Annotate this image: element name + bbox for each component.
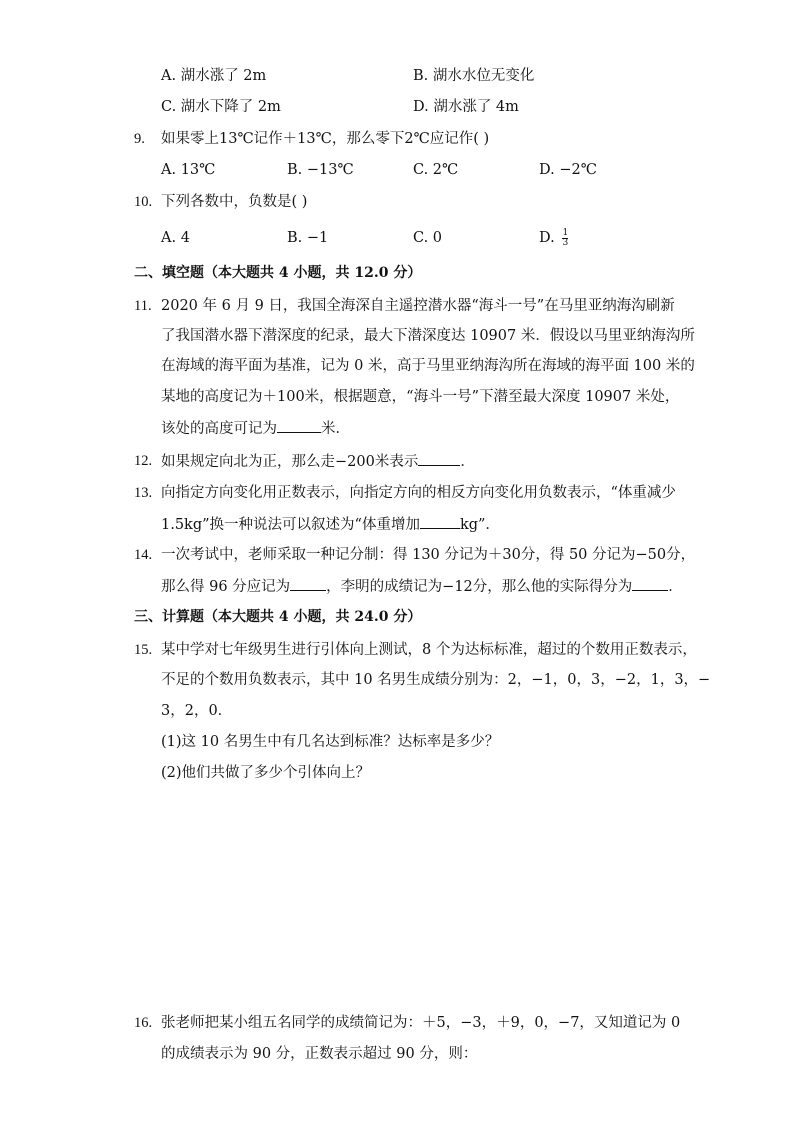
fraction <box>562 229 568 248</box>
answer-blank[interactable] <box>290 576 326 591</box>
line-text: 该处的高度可记为 <box>161 421 277 437</box>
question-number: 13. <box>134 485 153 501</box>
question-number: 9. <box>134 131 145 147</box>
answer-blank[interactable] <box>420 514 460 529</box>
fraction-numerator: 1 <box>562 227 569 238</box>
question-line: 不足的个数用负数表示，其中 10 名男生成绩分别为：2，−1，0，3，−2，1，3，− <box>161 672 711 688</box>
line-text: 1.5kg”换一种说法可以叙述为“体重增加 <box>161 517 420 533</box>
question-line: 张老师把某小组五名同学的成绩简记为：＋5，−3，＋9，0，−7，又知道记为 0 <box>161 1015 681 1031</box>
q10-option-a: A. 4 <box>161 230 190 246</box>
question-stem: 如果零上13℃记作＋13℃，那么零下2℃应记作( ) <box>161 131 490 147</box>
question-number: 12. <box>134 453 153 469</box>
section-heading: 二、填空题（本大题共 4 小题，共 12.0 分） <box>134 265 422 281</box>
question-line: 某中学对七年级男生进行引体向上测试，8 个为达标标准，超过的个数用正数表示， <box>161 642 697 658</box>
line-text: 米． <box>321 421 350 437</box>
question-number: 11. <box>134 298 152 314</box>
answer-blank[interactable] <box>277 418 321 433</box>
line-text: ． <box>668 579 683 595</box>
line-text: 那么得 96 分应记为 <box>161 579 291 595</box>
q8-option-b: B. 湖水水位无变化 <box>413 68 535 84</box>
subquestion: (2)他们共做了多少个引体向上？ <box>161 765 371 781</box>
q10-option-d <box>539 228 568 248</box>
question-line <box>161 576 683 597</box>
line-text: ． <box>460 454 475 470</box>
question-line <box>161 514 500 535</box>
q8-option-c: C. 湖水下降了 2m <box>161 99 281 115</box>
question-line: 的成绩表示为 90 分，正数表示超过 90 分，则： <box>161 1046 478 1062</box>
question-line: 了我国潜水器下潜深度的纪录，最大下潜深度达 10907 米．假设以马里亚纳海沟所 <box>161 328 695 344</box>
question-line <box>161 418 350 439</box>
question-line: 向指定方向变化用正数表示，向指定方向的相反方向变化用负数表示，“体重减少 <box>161 485 676 501</box>
line-text: 如果规定向北为正，那么走−200米表示 <box>161 454 419 470</box>
option-label: D. <box>539 230 555 246</box>
q10-option-c: C. 0 <box>413 230 443 246</box>
question-number: 15. <box>134 642 153 658</box>
question-line: 一次考试中，老师采取一种记分制：得 130 分记为＋30分，得 50 分记为−50分， <box>161 547 696 563</box>
question-number: 14. <box>134 547 153 563</box>
q9-option-a: A. 13℃ <box>161 162 216 178</box>
question-number: 10. <box>134 194 153 210</box>
question-line: 某地的高度记为＋100米，根据题意，“海斗一号”下潜至最大深度 10907 米处， <box>161 389 680 405</box>
answer-blank[interactable] <box>418 451 460 466</box>
q9-option-b: B. −13℃ <box>287 162 354 178</box>
question-line: 2020 年 6 月 9 日，我国全海深自主遥控潜水器“海斗一号”在马里亚纳海沟刷新 <box>161 298 675 314</box>
question-stem <box>161 451 475 472</box>
q10-option-b: B. −1 <box>287 230 329 246</box>
section-heading: 三、计算题（本大题共 4 小题，共 24.0 分） <box>134 609 422 625</box>
line-text: kg”． <box>459 517 500 533</box>
question-stem: 下列各数中，负数是( ) <box>161 194 308 210</box>
subquestion: (1)这 10 名男生中有几名达到标准？达标率是多少？ <box>161 734 500 750</box>
line-text: ，李明的成绩记为−12分，那么他的实际得分为 <box>326 579 633 595</box>
q9-option-d: D. −2℃ <box>539 162 597 178</box>
fraction-denominator: 3 <box>562 237 569 248</box>
question-line: 3，2，0． <box>161 703 233 719</box>
q8-option-a: A. 湖水涨了 2m <box>161 68 267 84</box>
question-line: 在海域的海平面为基准，记为 0 米，高于马里亚纳海沟所在海域的海平面 100 米的 <box>161 358 695 374</box>
question-number: 16. <box>134 1015 153 1031</box>
q8-option-d: D. 湖水涨了 4m <box>413 99 519 115</box>
q9-option-c: C. 2℃ <box>413 162 459 178</box>
answer-blank[interactable] <box>632 576 668 591</box>
